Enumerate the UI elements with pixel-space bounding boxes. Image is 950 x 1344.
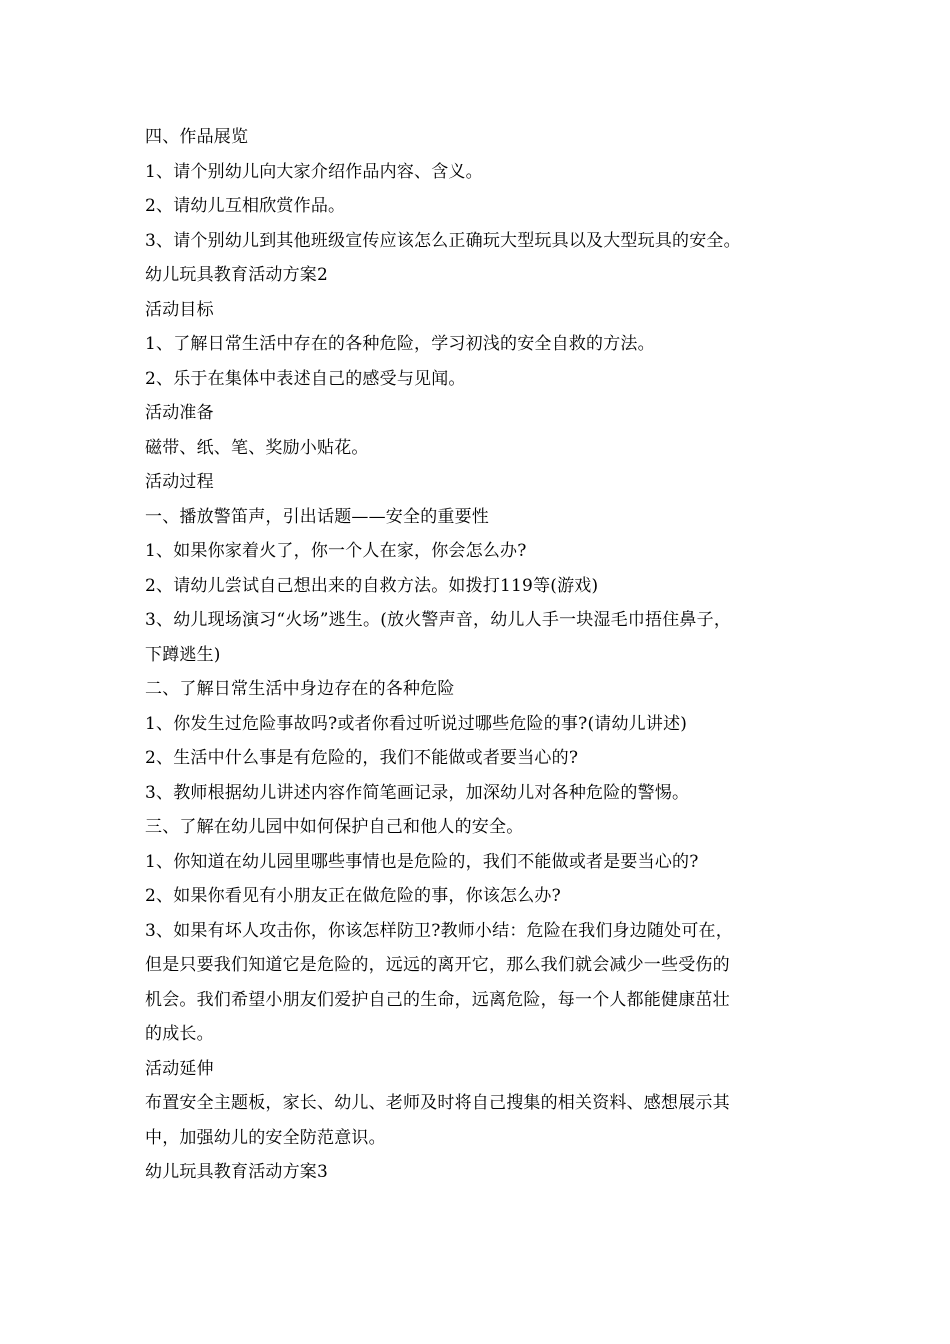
text-line: 2、请幼儿尝试自己想出来的自救方法。如拨打119等(游戏) [145, 575, 599, 596]
document-body [145, 120, 817, 1190]
text-line: 的成长。 [145, 1024, 214, 1044]
section-heading-goals: 活动目标 [145, 299, 214, 320]
text-line: 3、幼儿现场演习“火场”逃生。(放火警声音，幼儿人手一块湿毛巾捂住鼻子， [145, 610, 732, 630]
section-heading-extension: 活动延伸 [145, 1058, 214, 1079]
text-line: 中，加强幼儿的安全防范意识。 [145, 1127, 386, 1148]
plan-title-2: 幼儿玩具教育活动方案2 [145, 265, 329, 285]
text-line: 下蹲逃生) [145, 644, 221, 665]
text-line: 1、请个别幼儿向大家介绍作品内容、含义。 [145, 161, 483, 182]
text-line: 3、请个别幼儿到其他班级宣传应该怎么正确玩大型玩具以及大型玩具的安全。 [145, 230, 741, 251]
text-line: 2、如果你看见有小朋友正在做危险的事，你该怎么办? [145, 886, 561, 906]
text-line: 磁带、纸、笔、奖励小贴花。 [145, 437, 369, 458]
text-line: 机会。我们希望小朋友们爱护自己的生命，远离危险，每一个人都能健康茁壮 [145, 989, 730, 1010]
text-line: 二、了解日常生活中身边存在的各种危险 [145, 679, 455, 699]
text-line: 2、生活中什么事是有危险的，我们不能做或者要当心的? [145, 748, 579, 768]
text-line: 1、了解日常生活中存在的各种危险，学习初浅的安全自救的方法。 [145, 334, 655, 354]
text-line: 1、如果你家着火了，你一个人在家，你会怎么办? [145, 541, 527, 561]
text-line: 但是只要我们知道它是危险的，远远的离开它，那么我们就会减少一些受伤的 [145, 955, 730, 975]
text-line: 2、乐于在集体中表述自己的感受与见闻。 [145, 368, 466, 389]
text-line: 3、教师根据幼儿讲述内容作简笔画记录，加深幼儿对各种危险的警惕。 [145, 782, 690, 803]
plan-title-3: 幼儿玩具教育活动方案3 [145, 1162, 329, 1182]
section-heading-preparation: 活动准备 [145, 403, 214, 423]
text-line: 2、请幼儿互相欣赏作品。 [145, 196, 346, 216]
text-line: 1、你发生过危险事故吗?或者你看过听说过哪些危险的事?(请幼儿讲述) [145, 713, 688, 734]
text-line: 布置安全主题板，家长、幼儿、老师及时将自己搜集的相关资料、感想展示其 [145, 1093, 730, 1113]
text-line: 一、播放警笛声，引出话题——安全的重要性 [145, 506, 489, 527]
text-line: 三、了解在幼儿园中如何保护自己和他人的安全。 [145, 817, 524, 837]
text-line: 3、如果有坏人攻击你，你该怎样防卫?教师小结：危险在我们身边随处可在， [145, 920, 733, 941]
section-heading-process: 活动过程 [145, 472, 214, 492]
text-line: 1、你知道在幼儿园里哪些事情也是危险的，我们不能做或者是要当心的? [145, 851, 699, 872]
section-heading-works-display: 四、作品展览 [145, 127, 249, 147]
